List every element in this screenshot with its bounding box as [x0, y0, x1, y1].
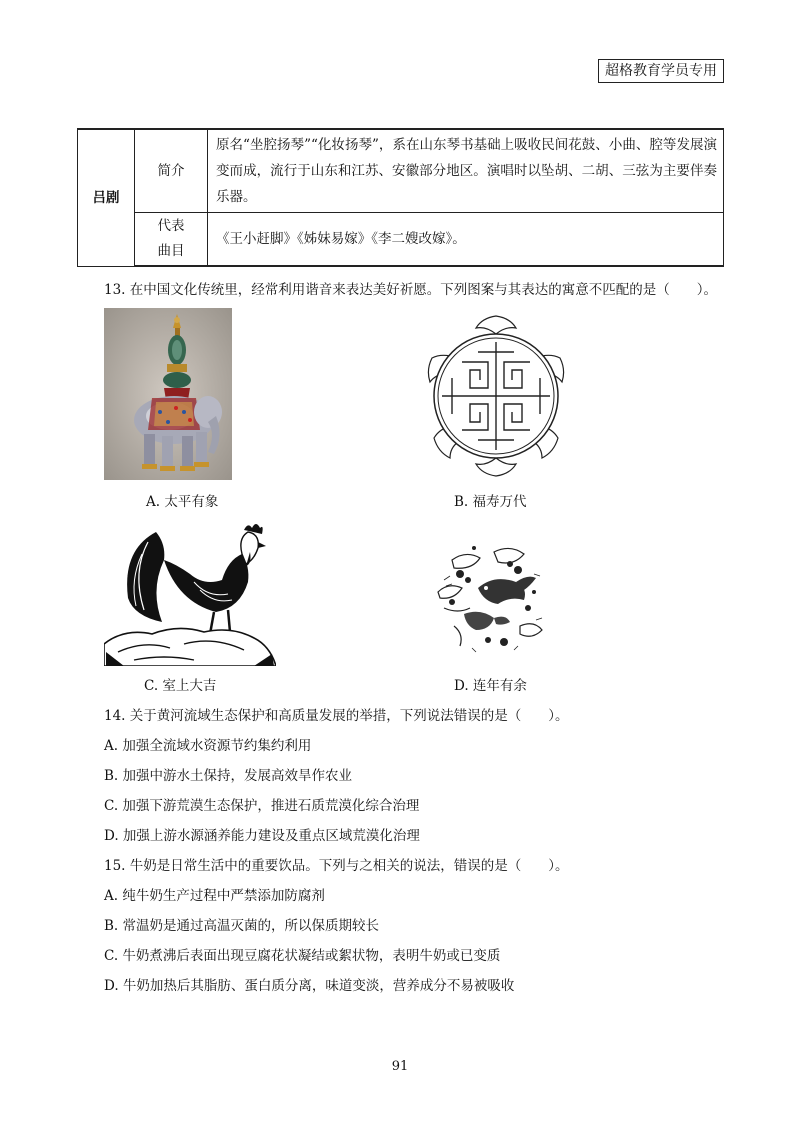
lotus-fish-image	[424, 530, 556, 662]
q15-option-c: C. 牛奶煮沸后表面出现豆腐花状凝结或絮状物，表明牛奶或已变质	[104, 948, 501, 964]
option-c-caption: C. 室上大吉	[144, 678, 217, 694]
q13-stem: 13. 在中国文化传统里，经常利用谐音来表达美好祈愿。下列图案与其表达的寓意不匹配的是（ ）。	[104, 282, 718, 298]
repertoire-label	[135, 213, 208, 267]
shou-bats-image	[412, 312, 580, 480]
intro-text: 原名“坐腔扬琴”“化妆扬琴”，系在山东琴书基础上吸收民间花鼓、小曲、腔等发展演变而成，流行于山东和江苏、安徽部分地区。演唱时以坠胡、二胡、三弦为主要伴奏乐器。	[208, 129, 724, 213]
elephant-image	[104, 308, 232, 480]
repertoire-text: 《王小赶脚》《姊妹易嫁》《李二嫂改嫁》。	[208, 213, 724, 267]
q15-stem: 15. 牛奶是日常生活中的重要饮品。下列与之相关的说法，错误的是（ ）。	[104, 858, 569, 874]
q14-option-c: C. 加强下游荒漠生态保护，推进石质荒漠化综合治理	[104, 798, 420, 814]
q14-option-a: A. 加强全流域水资源节约集约利用	[104, 738, 312, 754]
option-d-caption: D. 连年有余	[454, 678, 527, 694]
option-b-caption: B. 福寿万代	[454, 494, 527, 510]
opera-info-table	[77, 128, 724, 267]
q14-option-d: D. 加强上游水源涵养能力建设及重点区域荒漠化治理	[104, 828, 420, 844]
q15-option-d: D. 牛奶加热后其脂肪、蛋白质分离，味道变淡，营养成分不易被吸收	[104, 978, 515, 994]
q14-option-b: B. 加强中游水土保持，发展高效旱作农业	[104, 768, 353, 784]
option-a-caption: A. 太平有象	[146, 494, 219, 510]
q15-option-a: A. 纯牛奶生产过程中严禁添加防腐剂	[104, 888, 325, 904]
user-badge: 超格教育学员专用	[598, 59, 724, 83]
opera-name: 吕剧	[78, 129, 135, 266]
page-number: 91	[391, 1059, 409, 1074]
q15-option-b: B. 常温奶是通过高温灭菌的，所以保质期较长	[104, 918, 380, 934]
rooster-image	[104, 520, 276, 666]
repertoire-label-line-2: 曲目	[157, 243, 185, 259]
intro-label: 简介	[135, 129, 208, 213]
repertoire-label-line-1: 代表	[157, 218, 185, 234]
q14-stem: 14. 关于黄河流域生态保护和高质量发展的举措，下列说法错误的是（ ）。	[104, 708, 569, 724]
